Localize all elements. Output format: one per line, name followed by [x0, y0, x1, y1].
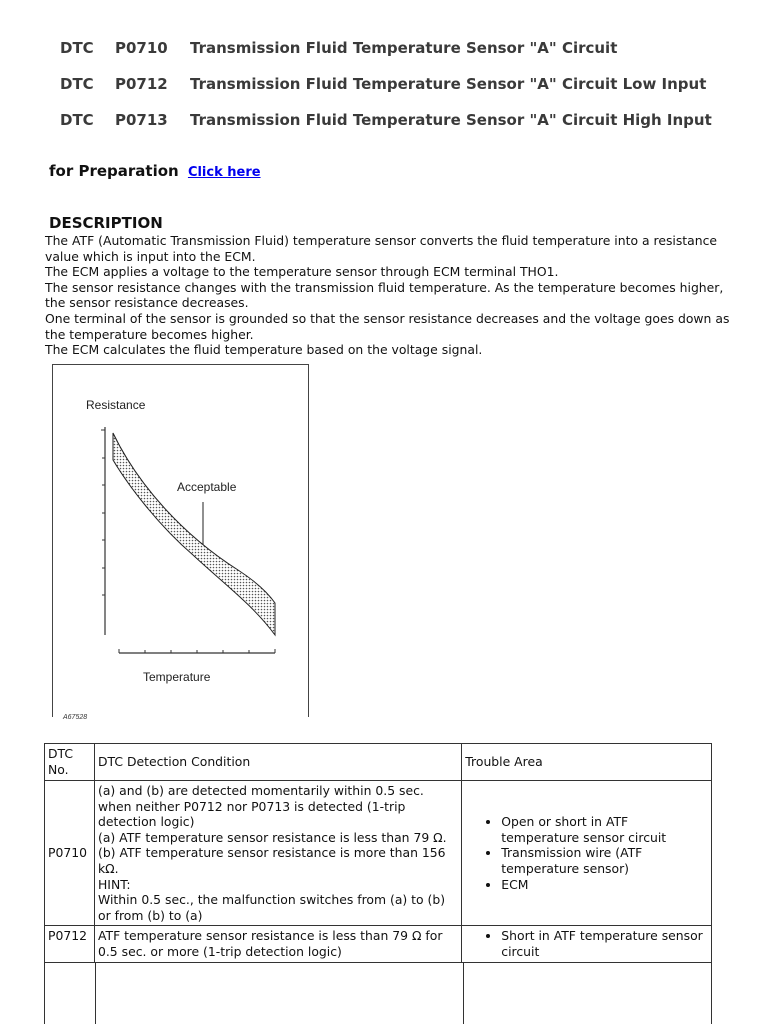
dtc-code: P0712 [115, 75, 168, 93]
resistance-chart [53, 365, 308, 721]
y-axis-label: Resistance [86, 398, 146, 412]
condition-line: HINT: [97, 876, 131, 892]
dtc-title: Transmission Fluid Temperature Sensor "A" Circuit [190, 39, 618, 57]
condition-line: (a) and (b) are detected momentarily within 0.5 sec. when neither P0712 nor P0713 is detected (1-trip detection logic) [97, 783, 424, 830]
description-line: The ECM calculates the fluid temperature based on the voltage signal. [45, 342, 483, 358]
dtc-label: DTC [60, 75, 94, 93]
row-code: P0712 [45, 926, 95, 962]
description-title: DESCRIPTION [49, 214, 163, 232]
row-trouble-area [462, 926, 712, 962]
condition-line: Within 0.5 sec., the malfunction switches from (a) to (b) or from (b) to (a) [97, 892, 446, 923]
condition-line: (a) ATF temperature sensor resistance is less than 79 Ω. [97, 829, 447, 845]
preparation-line [49, 162, 261, 180]
description-body [45, 233, 735, 358]
preparation-label: for Preparation [49, 162, 179, 180]
figure-id: A67528 [63, 714, 88, 721]
dtc-table [44, 743, 712, 963]
trouble-item: • Short in ATF temperature sensor circuit [501, 928, 708, 959]
preparation-link[interactable]: Click here [187, 165, 261, 180]
condition-line: (b) ATF temperature sensor resistance is more than 156 kΩ. [97, 845, 446, 876]
table-row [45, 781, 712, 926]
dtc-label: DTC [60, 39, 94, 57]
trouble-item: • Transmission wire (ATF temperature sensor) [501, 845, 708, 876]
row-condition [94, 926, 461, 962]
table-continuation [44, 963, 712, 1024]
row-condition [94, 781, 461, 926]
trouble-item: • ECM [501, 877, 708, 893]
dtc-code: P0710 [115, 39, 168, 57]
table-row [45, 926, 712, 962]
dtc-label: DTC [60, 111, 94, 129]
description-line: The ATF (Automatic Transmission Fluid) temperature sensor converts the fluid temperature into a resistance value which is input into the ECM. [45, 233, 718, 264]
resistance-temperature-figure [52, 364, 309, 721]
description-line: One terminal of the sensor is grounded so that the sensor resistance decreases and the voltage goes down as the temperature becomes higher. [45, 310, 730, 342]
trouble-item: • Open or short in ATF temperature sensor circuit [501, 814, 708, 845]
row-code: P0710 [45, 781, 95, 926]
table-header-row [45, 744, 712, 781]
row-trouble-area [462, 781, 712, 926]
condition-line: ATF temperature sensor resistance is less than 79 Ω for 0.5 sec. or more (1-trip detection logic) [97, 928, 443, 959]
description-line: The ECM applies a voltage to the temperature sensor through ECM terminal THO1. [45, 264, 559, 280]
acceptable-label: Acceptable [177, 480, 237, 494]
dtc-title: Transmission Fluid Temperature Sensor "A" Circuit High Input [190, 111, 712, 129]
acceptable-band [113, 433, 275, 635]
x-axis-label: Temperature [143, 670, 211, 684]
description-line: The sensor resistance changes with the transmission fluid temperature. As the temperature becomes higher, the sensor resistance decreases. [45, 279, 724, 311]
header-condition: DTC Detection Condition [94, 744, 461, 781]
header-dtc-no: DTC No. [45, 744, 95, 781]
dtc-code: P0713 [115, 111, 168, 129]
header-trouble-area: Trouble Area [462, 744, 712, 781]
dtc-title: Transmission Fluid Temperature Sensor "A" Circuit Low Input [190, 75, 707, 93]
